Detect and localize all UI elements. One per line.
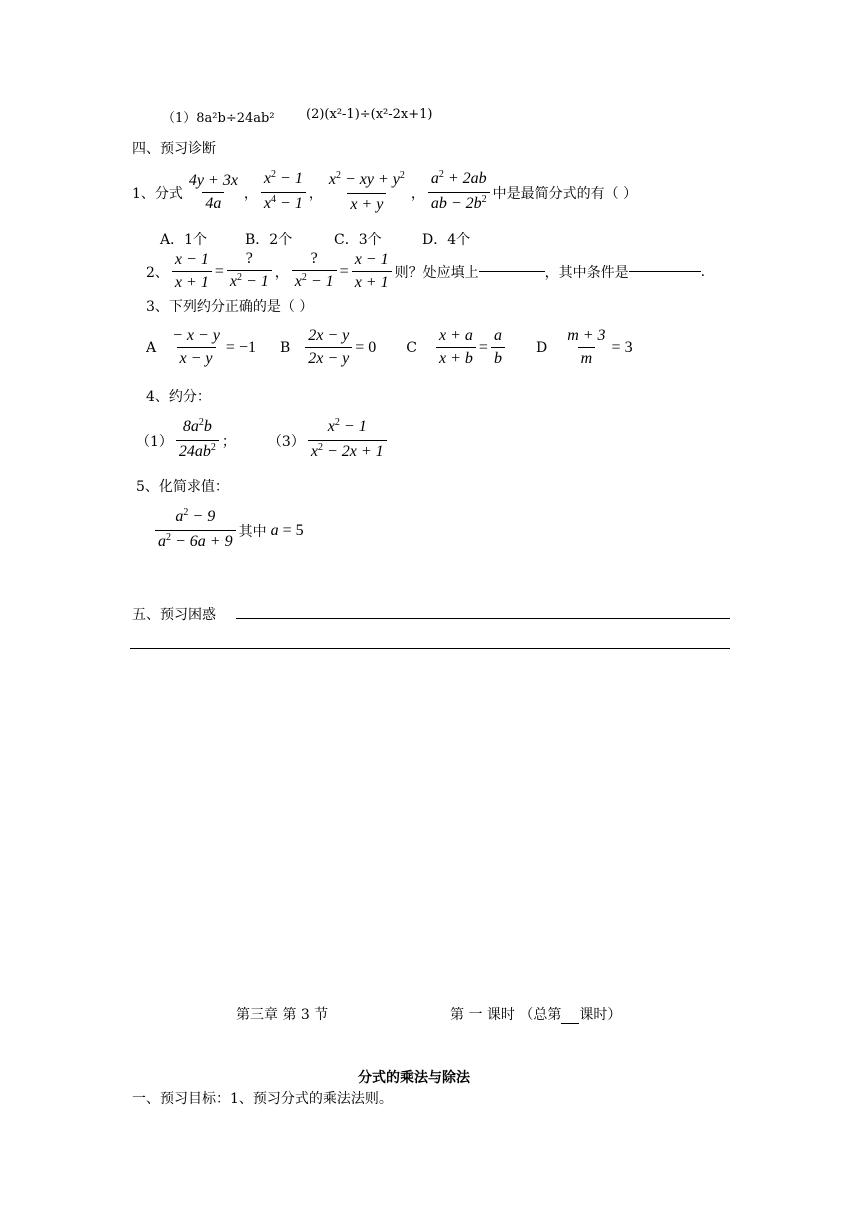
fraction-1: $\frac{4y + 3x}{4a}$ bbox=[188, 172, 238, 212]
question-2-end: . bbox=[700, 263, 706, 280]
question-4: 4、约分： bbox=[146, 389, 211, 405]
option-d: D．4个 bbox=[422, 232, 471, 248]
question-1: 1、分式 $\frac{4y + 3x}{4a}$ ， $\frac{x^2 - 1}{x^4 - 1}$ ， $\frac{x^2 - xy + y^2}{x + y}$ ， $\frac{a^2 + 2ab}{ab - 2b^2}$ 中是最简分式的有（ ） bbox=[132, 169, 638, 213]
question-1-suffix: 中是最简分式的有（ ） bbox=[492, 185, 638, 202]
question-2-prefix: 2、 bbox=[146, 264, 169, 281]
question-5-expression: $\frac{a^2 - 9}{a^2 - 6a + 9}$ 其中 a = 5 bbox=[152, 508, 304, 553]
fraction-2: $\frac{x^2 - 1}{x^4 - 1}$ bbox=[261, 170, 306, 215]
lesson-label bbox=[450, 1004, 621, 1024]
page-title: 分式的乘法与除法 bbox=[358, 1070, 470, 1086]
question-1-prefix: 1、分式 bbox=[132, 185, 183, 202]
option-c: C．3个 bbox=[334, 232, 382, 248]
q3-label-c: C bbox=[406, 339, 418, 356]
lesson-number-blank[interactable] bbox=[561, 1023, 579, 1024]
lesson-text: 第 一 课时 （总第 bbox=[450, 1007, 562, 1023]
question-2: 2、 $\frac{x - 1}{x + 1}$ = $\frac{?}{x^2 - 1}$ ， $\frac{?}{x^2 - 1}$ = $\frac{x - 1}{x + 1}$ 则？处应填上 ，其中条件是 . bbox=[146, 250, 706, 291]
fraction-4: $\frac{a^2 + 2ab}{ab - 2b^2}$ bbox=[428, 170, 490, 215]
q3-label-a: A bbox=[146, 339, 157, 356]
question-3-options: A $\frac{- x - y}{x - y}$ = −1 B $\frac{2x - y}{2x - y}$ = 0 C $\frac{x + a}{x + b}$ = $\frac{a}{b}$ D $\frac{m + 3}{m}$ = 3 bbox=[146, 327, 633, 367]
exercise-1: （1）8a²b÷24ab² bbox=[162, 111, 275, 126]
q4-sep: ； bbox=[221, 433, 236, 450]
lesson-end: 课时） bbox=[579, 1007, 622, 1023]
q4-label-1: （1） bbox=[136, 433, 173, 450]
answer-line-1[interactable] bbox=[236, 618, 730, 619]
blank-2[interactable] bbox=[629, 271, 701, 272]
question-3: 3、下列约分正确的是（ ） bbox=[146, 299, 314, 315]
exercise-2: (2)(x²-1)÷(x²-2x+1) bbox=[306, 107, 433, 122]
q4-label-3: （3） bbox=[267, 433, 305, 450]
question-2-text: 则？处应填上 bbox=[394, 264, 479, 281]
section-5-heading: 五、预习困惑 bbox=[132, 607, 216, 623]
blank-1[interactable] bbox=[479, 271, 545, 272]
option-b: B．2个 bbox=[245, 232, 293, 248]
option-a: A．1个 bbox=[160, 232, 208, 248]
fraction-3: $\frac{x^2 - xy + y^2}{x + y}$ bbox=[328, 170, 405, 213]
question-2-condition: ，其中条件是 bbox=[544, 264, 629, 281]
chapter-label: 第三章 第 3 节 bbox=[236, 1007, 329, 1023]
q3-label-b: B bbox=[279, 339, 291, 356]
question-4-items: （1） $\frac{8a^2b}{24ab^2}$ ； （3） $\frac{x^2 - 1}{x^2 - 2x + 1}$ bbox=[136, 418, 390, 463]
preview-goal: 一、预习目标：1、预习分式的乘法法则。 bbox=[132, 1091, 393, 1107]
section-4-heading: 四、预习诊断 bbox=[132, 141, 216, 157]
question-5-where: 其中 bbox=[238, 523, 267, 540]
question-5: 5、化简求值： bbox=[136, 479, 229, 495]
q3-label-d: D bbox=[535, 339, 548, 356]
answer-line-2[interactable] bbox=[130, 648, 730, 649]
